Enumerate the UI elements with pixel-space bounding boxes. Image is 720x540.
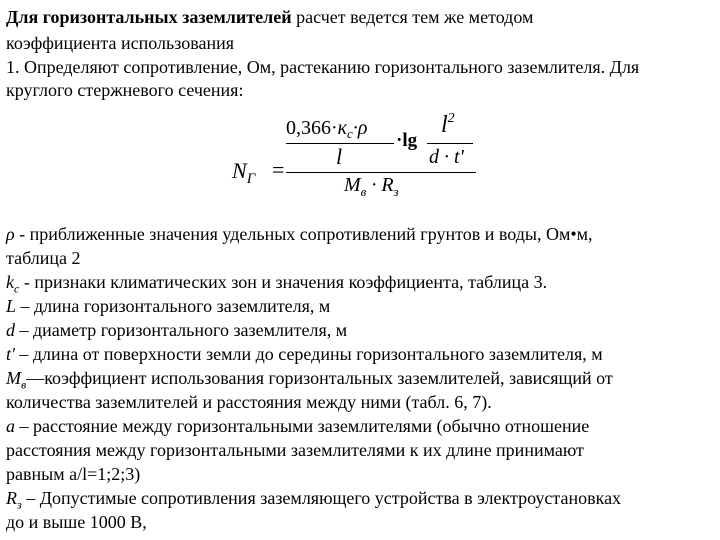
- def-text: – длина горизонтального заземлителя, м: [16, 296, 331, 316]
- formula-main-fraction-bar: [286, 172, 476, 173]
- def-subscript: c: [14, 281, 20, 296]
- formula-M-subscript: в: [360, 184, 367, 199]
- def-symbol: L: [6, 296, 17, 316]
- def-text: количества заземлителей и расстояния между ними (табл. 6, 7).: [6, 392, 492, 412]
- formula-main-denominator: [344, 174, 399, 197]
- def-line-a-cont1: [6, 439, 584, 461]
- def-line-a-cont2: [6, 463, 140, 485]
- def-line-M-cont: [6, 391, 492, 413]
- formula-lhs: [232, 158, 256, 187]
- def-text: расстояния между горизонтальными заземлителями к их длине принимают: [6, 440, 584, 460]
- def-text: —коэффициент использования горизонтальных заземлителей, зависящий от: [26, 368, 613, 388]
- def-symbol: t': [6, 344, 15, 364]
- formula-kc-symbol: к: [337, 117, 348, 139]
- def-subscript: в: [21, 377, 27, 392]
- def-text: равным а/l=1;2;3): [6, 464, 141, 484]
- def-text: – диаметр горизонтального заземлителя, м: [15, 320, 348, 340]
- def-text: - признаки климатических зон и значения коэффициента, таблица 3.: [19, 272, 548, 292]
- formula-log-l: l: [441, 112, 448, 138]
- def-symbol: R: [6, 488, 17, 508]
- formula-log-numerator: [441, 112, 455, 139]
- intro-heading-bold: Для горизонтальных заземлителей: [6, 7, 292, 27]
- def-symbol: M: [6, 368, 21, 388]
- formula-coef-text: 0,366·: [286, 117, 338, 139]
- def-symbol: ρ: [6, 224, 15, 244]
- formula-log-denominator: d · t': [429, 146, 464, 168]
- def-symbol: k: [6, 272, 14, 292]
- formula-lg: ·lg: [396, 130, 418, 151]
- formula-log-exponent: 2: [447, 111, 455, 126]
- formula-lhs-subscript: Г: [246, 171, 256, 187]
- def-text: до и выше 1000 В,: [6, 512, 147, 532]
- def-line-t: [6, 343, 603, 365]
- def-text: – длина от поверхности земли до середины горизонтального заземлителя, м: [14, 344, 603, 364]
- def-symbol: a: [6, 416, 15, 436]
- def-line-table2: [6, 247, 81, 269]
- formula-log-fraction-bar: [427, 143, 473, 144]
- formula-M-symbol: M: [344, 174, 361, 196]
- def-text: – расстояние между горизонтальными заземлителями (обычно отношение: [15, 416, 590, 436]
- def-line-L: [6, 295, 330, 317]
- formula-R-symbol: · R: [366, 174, 394, 196]
- def-line-a: [6, 415, 589, 437]
- def-line-rho: [6, 223, 593, 245]
- intro-line-2: коэффициента использования: [6, 33, 234, 53]
- intro-line-1: [6, 6, 533, 28]
- formula-rho-symbol: ·ρ: [352, 117, 368, 139]
- formula-equals: =: [272, 157, 285, 182]
- def-text: - приближенные значения удельных сопротивлений грунтов и воды, Ом•м,: [14, 224, 593, 244]
- intro-line-3: 1. Определяют сопротивление, Ом, растеканию горизонтального заземлителя. Для: [6, 57, 640, 77]
- intro-heading-rest: расчет ведется тем же методом: [291, 7, 534, 27]
- def-line-R-cont: [6, 511, 147, 533]
- formula-numerator-coef: [286, 117, 367, 140]
- intro-line-4: круглого стержневого сечения:: [6, 80, 244, 100]
- formula-kc-subscript: с: [347, 126, 353, 141]
- def-line-d: [6, 319, 347, 341]
- def-text: – Допустимые сопротивления заземляющего устройства в электроустановках: [21, 488, 622, 508]
- resistance-formula: [228, 110, 478, 202]
- formula-lhs-symbol: N: [232, 158, 247, 183]
- def-subscript: з: [17, 497, 22, 512]
- formula-R-subscript: з: [393, 184, 399, 199]
- def-symbol: d: [6, 320, 15, 340]
- def-text: таблица 2: [6, 248, 81, 268]
- formula-inner-denominator-l: l: [336, 144, 343, 169]
